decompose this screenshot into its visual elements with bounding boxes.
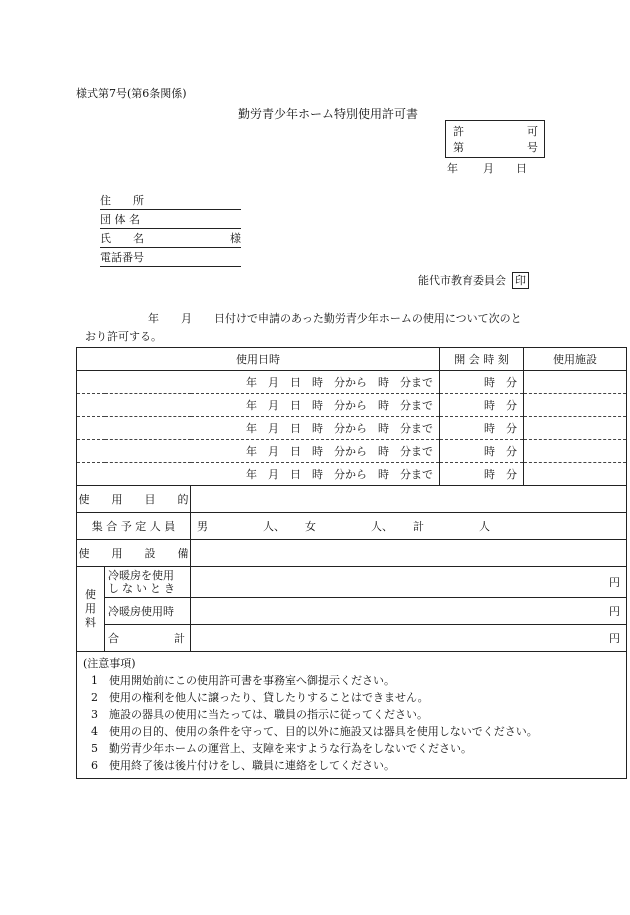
issuer-name: 能代市教育委員会 — [418, 274, 506, 287]
datetime-row — [77, 463, 627, 486]
document-title: 勤労青少年ホーム特別使用許可書 — [238, 107, 419, 121]
note-item: 4 使用の目的、使用の条件を守って、目的以外に施設又は器具を使用しないでください。 — [91, 725, 538, 738]
facility-cell — [524, 394, 627, 417]
group-name-label: 団 体 名 — [100, 213, 140, 226]
date-day: 日 — [516, 162, 527, 175]
datetime-row — [77, 394, 627, 417]
date-month: 月 — [483, 162, 494, 175]
equipment-label: 使 用 設 備 — [77, 540, 191, 567]
attendance-value: 男 人、 女 人、 計 人 — [191, 513, 627, 540]
notes-heading: (注意事項) — [83, 657, 136, 670]
datetime-range: 年 月 日 時 分から 時 分まで — [77, 417, 440, 440]
equipment-cell — [191, 540, 627, 567]
fee-label: 使用料 — [85, 588, 96, 629]
intro-line-1: 年 月 日付けで申請のあった勤労青少年ホームの使用について次のと — [148, 312, 522, 325]
attendance-label: 集 合 予 定 人 員 — [77, 513, 191, 540]
open-time: 時 分 — [440, 463, 524, 486]
form-number: 様式第7号(第6条関係) — [76, 87, 187, 100]
purpose-label: 使 用 目 的 — [77, 486, 191, 513]
date-year: 年 — [447, 162, 458, 175]
purpose-cell — [191, 486, 627, 513]
facility-cell — [524, 371, 627, 394]
note-item: 6 使用終了後は後片付けをし、職員に連絡をしてください。 — [91, 759, 395, 772]
datetime-row — [77, 440, 627, 463]
name-line — [100, 231, 241, 248]
fee-row-label: 合 計 — [105, 625, 191, 652]
phone-label: 電話番号 — [100, 251, 144, 264]
datetime-range: 年 月 日 時 分から 時 分まで — [77, 394, 440, 417]
header-open-time: 開 会 時 刻 — [440, 348, 524, 371]
datetime-range: 年 月 日 時 分から 時 分まで — [77, 440, 440, 463]
fee-row-label-line1: 冷暖房を使用 — [108, 569, 174, 582]
note-item: 1 使用開始前にこの使用許可書を事務室へ御提示ください。 — [91, 674, 395, 687]
fee-label-cell — [77, 567, 105, 652]
notes-cell — [77, 652, 627, 779]
permit-label-right: 可 — [527, 125, 538, 138]
usage-table — [76, 347, 627, 779]
intro-line-2: おり許可する。 — [85, 330, 162, 343]
number-label-right: 号 — [527, 141, 538, 154]
open-time: 時 分 — [440, 394, 524, 417]
group-name-line — [100, 212, 241, 229]
address-label: 住 所 — [100, 194, 144, 207]
facility-cell — [524, 463, 627, 486]
permit-number-box — [445, 120, 545, 158]
seal-mark: 印 — [512, 272, 529, 289]
issuer — [418, 272, 529, 289]
fee-amount: 円 — [191, 598, 627, 625]
open-time: 時 分 — [440, 371, 524, 394]
facility-cell — [524, 440, 627, 463]
number-label-left: 第 — [453, 141, 464, 154]
open-time: 時 分 — [440, 417, 524, 440]
datetime-row — [77, 417, 627, 440]
note-item: 2 使用の権利を他人に譲ったり、貸したりすることはできません。 — [91, 691, 429, 704]
facility-cell — [524, 417, 627, 440]
datetime-row — [77, 371, 627, 394]
permit-label-left: 許 — [453, 125, 464, 138]
honorific: 様 — [230, 232, 241, 245]
phone-line — [100, 250, 241, 267]
datetime-range: 年 月 日 時 分から 時 分まで — [77, 463, 440, 486]
fee-amount: 円 — [191, 567, 627, 598]
datetime-range: 年 月 日 時 分から 時 分まで — [77, 371, 440, 394]
address-line — [100, 193, 241, 210]
fee-row-label-line2: しないとき — [108, 582, 178, 595]
header-facility: 使用施設 — [524, 348, 627, 371]
open-time: 時 分 — [440, 440, 524, 463]
header-datetime: 使用日時 — [77, 348, 440, 371]
note-item: 5 勤労青少年ホームの運営上、支障を来すような行為をしないでください。 — [91, 742, 472, 755]
fee-row-label — [105, 567, 191, 598]
name-label: 氏 名 — [100, 232, 144, 245]
fee-amount: 円 — [191, 625, 627, 652]
note-item: 3 施設の器具の使用に当たっては、職員の指示に従ってください。 — [91, 708, 428, 721]
fee-row-label: 冷暖房使用時 — [105, 598, 191, 625]
